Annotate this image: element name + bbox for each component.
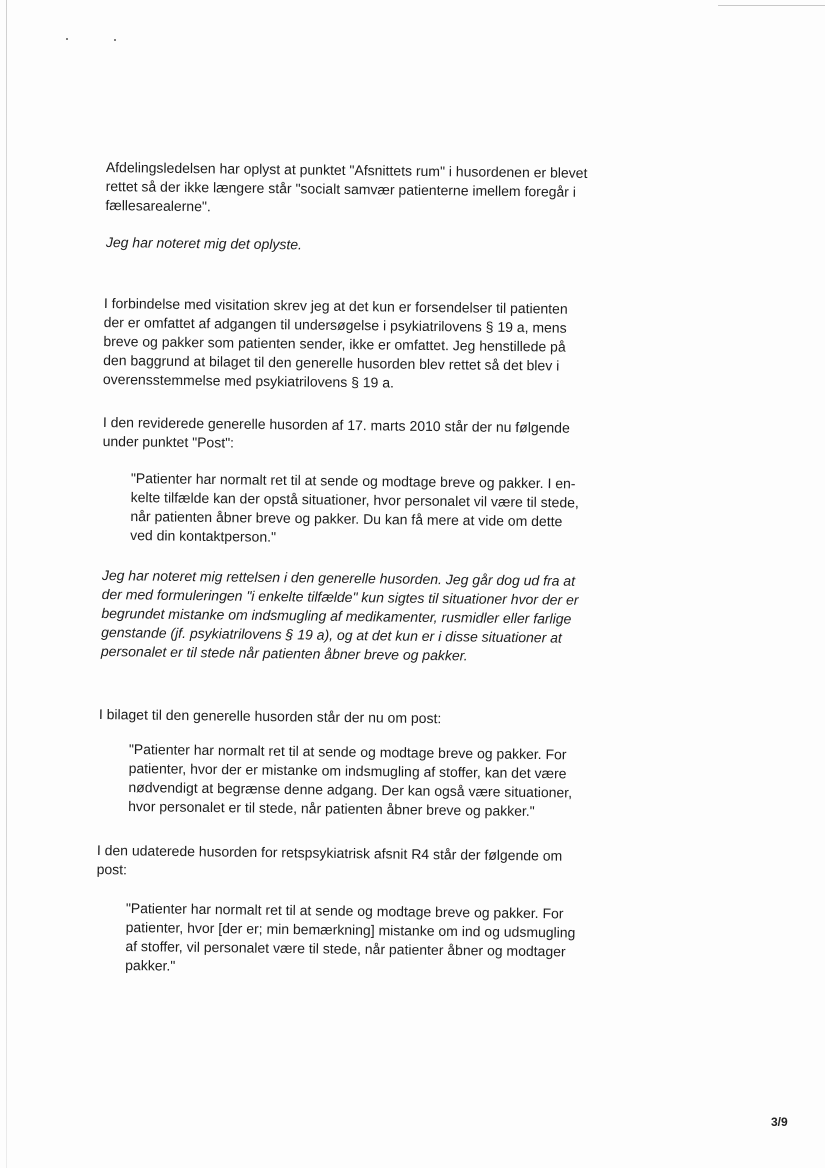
paragraph-noted-italic xyxy=(106,233,302,254)
text-line: I bilaget til den generelle husorden står der nu om post: xyxy=(98,705,442,727)
text-line: ved din kontaktperson." xyxy=(130,526,277,545)
text-line: Afdelingsledelsen har oplyst at punktet "Afsnittets rum" i husordenen er blevet xyxy=(105,158,588,181)
page-number: 3/9 xyxy=(771,1115,788,1129)
text-line: under punktet "Post": xyxy=(102,432,235,451)
scan-top-line xyxy=(718,5,825,6)
text-line: I den udaterede husorden for retspsykiatrisk afsnit R4 står der følgende om xyxy=(96,841,563,864)
quote-appendix-post xyxy=(128,740,573,821)
text-line: Jeg har noteret mig rettelsen i den generelle husorden. Jeg går dog ud fra at xyxy=(101,566,576,589)
text-line: "Patienter har normalt ret til at sende og modtage breve og pakker. For xyxy=(128,740,567,763)
text-line: der er omfattet af adgangen til undersøgelse i psykiatrilovens § 19 a, mens xyxy=(103,313,567,336)
text-line: pakker." xyxy=(125,956,176,974)
text-line: den baggrund at bilaget til den generelle husorden blev rettet så det blev i xyxy=(103,351,560,374)
text-line: I den reviderede generelle husorden af 17. marts 2010 står der nu følgende xyxy=(102,413,570,436)
text-line: patienter, hvor [der er; min bemærkning] mistanke om ind og udsmugling xyxy=(125,918,576,941)
paragraph-visitation xyxy=(103,294,568,395)
text-line: begrundet mistanke om indsmugling af medikamenter, rusmidler eller farlige xyxy=(101,604,572,627)
text-line: "Patienter har normalt ret til at sende og modtage breve og pakker. I en- xyxy=(130,469,576,492)
scan-speck xyxy=(114,39,116,41)
text-line: personalet er til stede når patienten åbner breve og pakker. xyxy=(100,642,468,664)
text-line: af stoffer, vil personalet være til stede, når patienter åbner og modtager xyxy=(125,937,566,960)
text-line: hvor personalet er til stede, når patienten åbner breve og pakker." xyxy=(128,797,535,819)
text-line: overensstemmelse med psykiatrilovens § 19 a. xyxy=(102,370,395,391)
text-line: fællesarealerne". xyxy=(105,196,211,215)
text-line: kelte tilfælde kan der opstå situationer, hvor personalet vil være til stede, xyxy=(130,488,579,511)
paragraph-department-statement xyxy=(105,158,587,221)
quote-post-section xyxy=(130,469,579,550)
text-line: Jeg har noteret mig det oplyste. xyxy=(105,233,303,253)
text-line: patienter, hvor der er mistanke om indsmugling af stoffer, kan det være xyxy=(128,759,567,782)
paragraph-correction-noted-italic xyxy=(101,566,579,667)
text-line: I forbindelse med visitation skrev jeg at det kun er forsendelser til patienten xyxy=(103,294,568,317)
paragraph-revised-house-rules xyxy=(103,413,570,457)
quote-r4-post xyxy=(125,899,576,980)
text-line: nødvendigt at begrænse denne adgang. Der kan også være situationer, xyxy=(128,778,573,801)
scan-speck xyxy=(66,38,68,40)
scan-edge-line xyxy=(6,0,7,1168)
text-line: rettet så der ikke længere står "socialt samvær patienterne imellem foregår i xyxy=(105,177,577,200)
paragraph-undated-house-rules xyxy=(97,841,563,885)
text-line: post: xyxy=(96,860,128,878)
text-line: "Patienter har normalt ret til at sende og modtage breve og pakker. For xyxy=(125,899,564,922)
text-line: når patienten åbner breve og pakker. Du kan få mere at vide om dette xyxy=(130,507,563,530)
text-line: der med formuleringen "i enkelte tilfælde" kun sigtes til situationer hvor der er xyxy=(101,585,579,608)
text-line: breve og pakker som patienten sender, ikke er omfattet. Jeg henstillede på xyxy=(103,332,566,355)
text-line: genstande (jf. psykiatrilovens § 19 a), og at det kun er i disse situationer at xyxy=(101,623,562,646)
paragraph-appendix-post xyxy=(99,705,442,728)
